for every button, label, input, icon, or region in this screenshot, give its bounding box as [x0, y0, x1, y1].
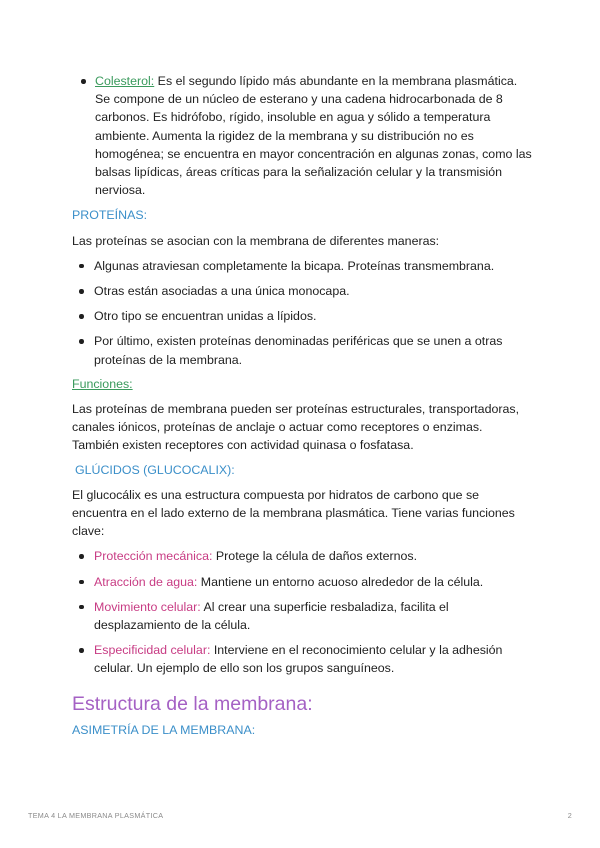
asimetria-heading: ASIMETRÍA DE LA MEMBRANA:: [72, 722, 256, 737]
page-number: 2: [567, 811, 572, 820]
estructura-title: Estructura de la membrana:: [72, 692, 313, 715]
list-item: [72, 598, 532, 634]
list-item: Otras están asociadas a una única monocapa.: [72, 282, 532, 300]
colesterol-list: [74, 72, 532, 199]
movimiento-term: Movimiento celular:: [94, 599, 201, 614]
list-item: [72, 547, 532, 565]
funciones-heading: Funciones:: [72, 376, 133, 391]
proteinas-intro: Las proteínas se asocian con la membrana de diferentes maneras:: [72, 233, 440, 248]
list-item: Algunas atraviesan completamente la bicapa. Proteínas transmembrana.: [72, 257, 532, 275]
proteccion-text: Protege la célula de daños externos.: [212, 549, 418, 564]
colesterol-text: Es el segundo lípido más abundante en la membrana plasmática. Se compone de un núcleo de esterano y una cadena hidrocarbonada de 8 carbonos. Es hidrófobo, rígido, insoluble en agua y sólido a temperatura ambiente. Aumenta la rigidez de la membrana y su distribución no es homogénea; se encuentra en mayor concentración en algunas zonas, como las balsas lipídicas, áreas críticas para la señalización celular y la transmisión nerviosa.: [95, 74, 532, 198]
especificidad-term: Especificidad celular:: [94, 643, 211, 658]
proteccion-term: Protección mecánica:: [94, 549, 213, 564]
footer-title: TEMA 4 LA MEMBRANA PLASMÁTICA: [28, 811, 164, 820]
colesterol-link[interactable]: Colesterol:: [95, 74, 155, 88]
page-content: [72, 72, 532, 739]
list-item: Por último, existen proteínas denominadas periféricas que se unen a otras proteínas de la membrana.: [72, 332, 532, 368]
atraccion-text: Mantiene un entorno acuoso alrededor de la célula.: [197, 574, 484, 589]
proteinas-list: [72, 257, 532, 369]
glucidos-intro: El glucocálix es una estructura compuesta por hidratos de carbono que se encuentra en el lado externo de la membrana plasmática. Tiene varias funciones clave:: [72, 487, 515, 539]
list-item: [72, 573, 532, 591]
list-item: [72, 641, 532, 677]
proteinas-heading: PROTEÍNAS:: [72, 208, 148, 223]
list-item: Otro tipo se encuentran unidas a lípidos.: [72, 307, 532, 325]
atraccion-term: Atracción de agua:: [94, 574, 198, 589]
funciones-text: Las proteínas de membrana pueden ser proteínas estructurales, transportadoras, canales iónicos, proteínas de anclaje o actuar como receptores o enzimas. También existen receptores con actividad quinasa o fosfatasa.: [72, 402, 520, 453]
glucidos-heading: GLÚCIDOS (GLUCOCALIX):: [75, 462, 235, 477]
especificidad-text: Interviene en el reconocimiento celular y la adhesión celular. Un ejemplo de ello son los grupos sanguíneos.: [94, 643, 503, 676]
glucidos-list: [72, 547, 532, 677]
movimiento-text: Al crear una superficie resbaladiza, facilita el desplazamiento de la célula.: [94, 599, 449, 633]
list-item: [74, 72, 532, 199]
